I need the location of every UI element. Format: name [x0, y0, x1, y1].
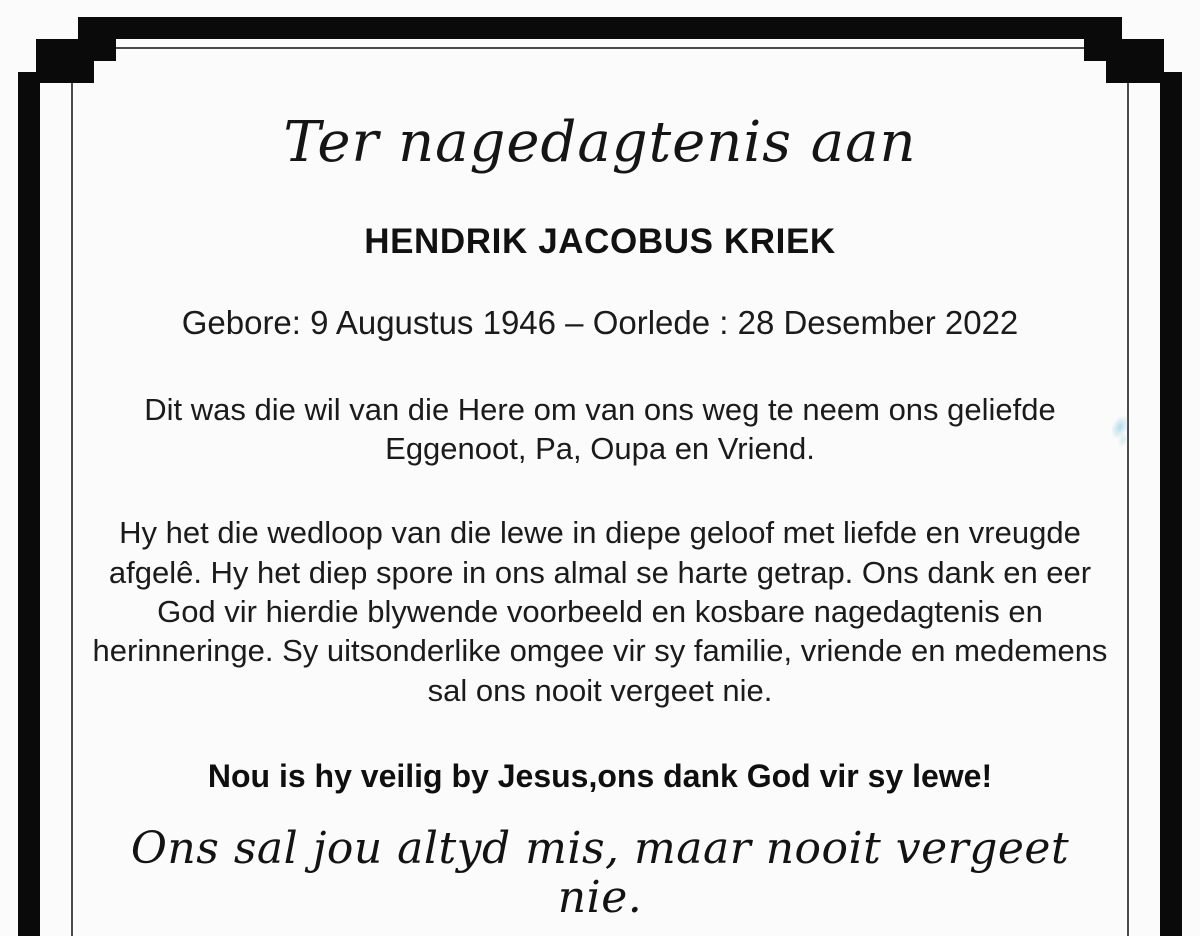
deceased-name: HENDRIK JACOBUS KRIEK — [364, 221, 836, 261]
corner-notch-top-right — [1160, 72, 1182, 102]
corner-step-top-right-drop — [1106, 61, 1164, 83]
border-bar-right — [1160, 80, 1182, 936]
faith-statement: Nou is hy veilig by Jesus,ons dank God vir sy lewe! — [207, 758, 993, 795]
tribute-paragraph-2: Hy het die wedloop van die lewe in diepe geloof met liefde en vreugde afgelê. Hy het diep spore in ons almal se harte getrap. Ons dank en eer God vir hierdie blywende voorbeeld en kosbare nagedagtenis en herinneringe. Sy uitsonderlike omgee vir sy familie, vriende en medemens sal ons nooit vergeet nie. — [92, 515, 1108, 708]
tribute-paragraph-1: Dit was die wil van die Here om van ons weg te neem ons geliefde Eggenoot, Pa, Oupa en Vriend. — [144, 391, 1056, 466]
border-hairline-right — [1127, 47, 1129, 936]
border-bar-top — [78, 17, 1122, 39]
birth-death-dates: Gebore: 9 Augustus 1946 – Oorlede : 28 Desember 2022 — [181, 303, 1019, 341]
memorial-heading: Ter nagedagtenis aan — [283, 110, 917, 175]
border-hairline-left — [71, 47, 73, 936]
border-hairline-top — [72, 47, 1128, 49]
corner-notch-top-left — [18, 72, 40, 102]
corner-step-top-left-drop — [36, 61, 94, 83]
closing-dedication: Ons sal jou altyd mis, maar nooit vergeet nie. — [130, 823, 1070, 923]
memorial-content — [90, 60, 1110, 922]
border-bar-left — [18, 80, 40, 936]
